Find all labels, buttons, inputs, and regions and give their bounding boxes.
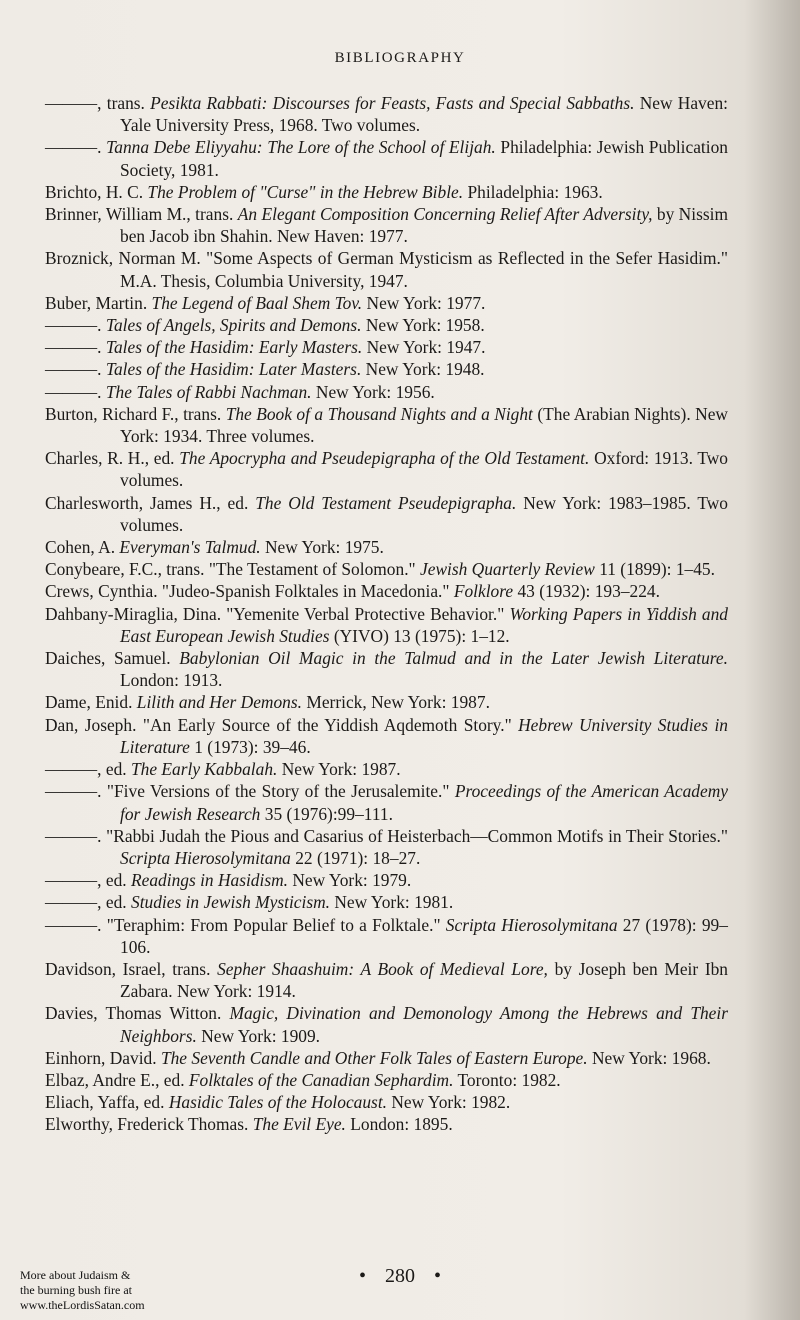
entry-title: Tales of the Hasidim: Later Masters. bbox=[105, 359, 362, 380]
entry-author: Conybeare, F.C., trans. bbox=[45, 559, 205, 580]
bibliography-entry bbox=[45, 447, 728, 491]
ornament-right: • bbox=[434, 1265, 442, 1287]
entry-details: New York: 1975. bbox=[265, 537, 384, 558]
entry-details: Merrick, New York: 1987. bbox=[306, 692, 490, 713]
entry-title: Studies in Jewish Mysticism. bbox=[131, 892, 330, 913]
bibliography-entry bbox=[45, 758, 728, 780]
entry-title: The Problem of "Curse" in the Hebrew Bible. bbox=[147, 181, 464, 202]
footer-note-link[interactable]: www.theLordisSatan.com bbox=[20, 1298, 145, 1312]
entry-details: New York: 1983–1985. Two volumes. bbox=[120, 492, 728, 535]
entry-details: "Rabbi Judah the Pious and Casarius of Heisterbach—Common Motifs in Their Stories." bbox=[106, 825, 728, 846]
entry-details: New York: 1956. bbox=[315, 381, 435, 402]
entry-author: Davies, Thomas Witton. bbox=[45, 1003, 222, 1024]
entry-details: "Some Aspects of German Mysticism as Reflected in the Sefer Hasidim." M.A. Thesis, Columbia University, 1947. bbox=[120, 248, 728, 291]
bibliography-entry bbox=[45, 891, 728, 913]
entry-journal: Hebrew University Studies in Literature bbox=[120, 714, 728, 757]
entry-author: Daiches, Samuel. bbox=[45, 648, 171, 669]
entry-details: by Joseph ben Meir Ibn Zabara. New York: 1914. bbox=[120, 958, 729, 1002]
entry-journal: Scripta Hierosolymitana bbox=[445, 914, 618, 935]
entry-details: "Yemenite Verbal Protective Behavior." bbox=[226, 603, 505, 624]
bibliography-entry bbox=[45, 958, 728, 1002]
bibliography-entry bbox=[45, 336, 728, 358]
bibliography-entry bbox=[45, 603, 728, 647]
entry-author: ———, trans. bbox=[45, 93, 145, 113]
entry-author: ———. bbox=[45, 381, 102, 402]
bibliography-entry bbox=[45, 314, 728, 336]
entry-author: Broznick, Norman M. bbox=[45, 248, 201, 269]
entry-author: Einhorn, David. bbox=[45, 1047, 157, 1068]
entry-details: New York: 1909. bbox=[201, 1025, 321, 1046]
bibliography-entry bbox=[45, 92, 728, 136]
entry-author: Buber, Martin. bbox=[45, 292, 148, 313]
entry-title: Sepher Shaashuim: A Book of Medieval Lore, bbox=[217, 958, 548, 979]
bibliography-entry bbox=[45, 358, 728, 380]
bibliography-entry bbox=[45, 714, 728, 758]
entry-citation: (YIVO) 13 (1975): 1–12. bbox=[333, 625, 510, 646]
entry-title: Magic, Divination and Demonology Among the Hebrews and Their Neighbors. bbox=[120, 1003, 729, 1046]
entry-author: Dahbany-Miraglia, Dina. bbox=[45, 603, 222, 624]
entry-details: by Nissim ben Jacob ibn Shahin. New Haven: 1977. bbox=[120, 204, 728, 247]
entry-details: New York: 1982. bbox=[391, 1092, 511, 1113]
entry-citation: 22 (1971): 18–27. bbox=[295, 847, 421, 868]
footer-note-line: the burning bush fire at bbox=[20, 1283, 132, 1297]
entry-journal: Proceedings of the American Academy for Jewish Research bbox=[120, 781, 728, 824]
entry-author: ———, ed. bbox=[45, 759, 127, 780]
ornament-left: • bbox=[358, 1265, 366, 1287]
entry-details: "Five Versions of the Story of the Jerusalemite." bbox=[106, 781, 450, 802]
entry-details: New York: 1977. bbox=[366, 292, 486, 313]
entry-title: The Seventh Candle and Other Folk Tales of Eastern Europe. bbox=[160, 1047, 588, 1068]
entry-details: London: 1913. bbox=[120, 670, 223, 691]
entry-author: Davidson, Israel, trans. bbox=[45, 958, 211, 979]
entry-title: The Evil Eye. bbox=[252, 1114, 346, 1135]
entry-title: Lilith and Her Demons. bbox=[136, 692, 302, 713]
entry-title: Everyman's Talmud. bbox=[119, 537, 261, 558]
entry-details: New York: 1958. bbox=[365, 315, 485, 336]
entry-author: Elworthy, Frederick Thomas. bbox=[45, 1114, 249, 1135]
entry-citation: 11 (1899): 1–45. bbox=[599, 559, 715, 580]
page-header: BIBLIOGRAPHY bbox=[334, 50, 466, 66]
entry-details: New Haven: Yale University Press, 1968. Two volumes. bbox=[120, 93, 728, 136]
entry-details: New York: 1987. bbox=[281, 759, 401, 780]
entry-author: ———. bbox=[45, 315, 102, 336]
entry-title: Tanna Debe Eliyyahu: The Lore of the School of Elijah. bbox=[106, 137, 496, 158]
entry-details: Philadelphia: Jewish Publication Society, 1981. bbox=[120, 137, 728, 180]
bibliography-entry bbox=[45, 136, 728, 180]
entry-author: ———. bbox=[45, 781, 102, 802]
bibliography-entry bbox=[45, 869, 728, 891]
bibliography-entry bbox=[45, 647, 728, 691]
bibliography-entry bbox=[45, 247, 728, 291]
bibliography-entry bbox=[45, 181, 728, 203]
entry-title: An Elegant Composition Concerning Relief After Adversity, bbox=[237, 204, 653, 225]
bibliography-entry bbox=[45, 292, 728, 314]
footer-note bbox=[20, 1268, 180, 1313]
entry-title: The Early Kabbalah. bbox=[131, 759, 278, 780]
entry-author: Charles, R. H., ed. bbox=[45, 448, 175, 469]
footer-note-line: More about Judaism & bbox=[20, 1268, 131, 1282]
bibliography-entry bbox=[45, 558, 728, 580]
entry-author: Elbaz, Andre E., ed. bbox=[45, 1069, 185, 1090]
entry-author: Dame, Enid. bbox=[45, 692, 133, 713]
entry-author: Burton, Richard F., trans. bbox=[45, 403, 222, 424]
entry-author: Brichto, H. C. bbox=[45, 181, 144, 202]
entry-journal: Scripta Hierosolymitana bbox=[120, 847, 291, 868]
bibliography-entry bbox=[45, 492, 728, 536]
entry-details: (The Arabian Nights). New York: 1934. Three volumes. bbox=[120, 403, 728, 447]
bibliography-entry bbox=[45, 780, 728, 824]
entry-details: Toronto: 1982. bbox=[457, 1069, 561, 1090]
entry-journal: Jewish Quarterly Review bbox=[420, 559, 595, 580]
entry-title: The Tales of Rabbi Nachman. bbox=[105, 381, 312, 402]
bibliography-list bbox=[45, 92, 728, 1136]
bibliography-entry bbox=[45, 403, 728, 447]
entry-author: Eliach, Yaffa, ed. bbox=[45, 1092, 165, 1113]
bibliography-entry bbox=[45, 914, 728, 958]
entry-author: Cohen, A. bbox=[45, 537, 116, 558]
entry-author: ———, ed. bbox=[45, 870, 127, 891]
entry-citation: 27 (1978): 99–106. bbox=[120, 914, 728, 957]
entry-details: New York: 1968. bbox=[591, 1047, 711, 1068]
bibliography-entry bbox=[45, 203, 728, 247]
entry-details: "An Early Source of the Yiddish Aqdemoth Story." bbox=[142, 714, 512, 735]
bibliography-entry bbox=[45, 1002, 728, 1046]
page-number: 280 bbox=[385, 1265, 415, 1287]
entry-citation: 43 (1932): 193–224. bbox=[517, 581, 660, 602]
entry-title: Babylonian Oil Magic in the Talmud and in the Later Jewish Literature. bbox=[179, 648, 728, 669]
entry-author: ———. bbox=[45, 825, 102, 846]
entry-title: The Old Testament Pseudepigrapha. bbox=[255, 492, 517, 513]
entry-title: Pesikta Rabbati: Discourses for Feasts, Fasts and Special Sabbaths. bbox=[150, 93, 635, 113]
bibliography-entry bbox=[45, 691, 728, 713]
entry-journal: Folklore bbox=[453, 581, 514, 602]
entry-title: Folktales of the Canadian Sephardim. bbox=[188, 1069, 454, 1090]
bibliography-entry bbox=[45, 1113, 728, 1135]
entry-journal: Working Papers in Yiddish and East European Jewish Studies bbox=[120, 603, 728, 646]
entry-details: "The Testament of Solomon." bbox=[208, 559, 416, 580]
entry-details: Oxford: 1913. Two volumes. bbox=[120, 448, 728, 491]
entry-title: The Apocrypha and Pseudepigrapha of the Old Testament. bbox=[179, 448, 590, 469]
bibliography-entry bbox=[45, 1069, 728, 1091]
bibliography-entry bbox=[45, 580, 728, 602]
entry-author: Dan, Joseph. bbox=[45, 714, 137, 735]
bibliography-entry bbox=[45, 381, 728, 403]
entry-author: ———. bbox=[45, 337, 102, 358]
entry-author: Crews, Cynthia. bbox=[45, 581, 158, 602]
entry-title: Hasidic Tales of the Holocaust. bbox=[168, 1092, 388, 1113]
entry-author: ———. bbox=[45, 914, 102, 935]
bibliography-entry bbox=[45, 1047, 728, 1069]
bibliography-entry bbox=[45, 1091, 728, 1113]
entry-details: New York: 1981. bbox=[334, 892, 454, 913]
entry-author: Brinner, William M., trans. bbox=[45, 204, 234, 225]
entry-details: New York: 1948. bbox=[365, 359, 485, 380]
entry-details: New York: 1947. bbox=[366, 337, 486, 358]
entry-author: ———. bbox=[45, 137, 102, 158]
entry-details: Philadelphia: 1963. bbox=[467, 181, 603, 202]
entry-title: Tales of the Hasidim: Early Masters. bbox=[105, 337, 363, 358]
entry-citation: 1 (1973): 39–46. bbox=[194, 736, 311, 757]
entry-title: The Legend of Baal Shem Tov. bbox=[151, 292, 363, 313]
entry-author: Charlesworth, James H., ed. bbox=[45, 492, 249, 513]
entry-author: ———. bbox=[45, 359, 102, 380]
entry-details: "Judeo-Spanish Folktales in Macedonia." bbox=[161, 581, 450, 602]
entry-details: London: 1895. bbox=[350, 1114, 453, 1135]
entry-details: "Teraphim: From Popular Belief to a Folktale." bbox=[106, 914, 441, 935]
entry-title: The Book of a Thousand Nights and a Night bbox=[225, 403, 533, 424]
entry-citation: 35 (1976):99–111. bbox=[264, 803, 393, 824]
entry-author: ———, ed. bbox=[45, 892, 127, 913]
bibliography-entry bbox=[45, 825, 728, 869]
entry-details: New York: 1979. bbox=[292, 870, 412, 891]
entry-title: Tales of Angels, Spirits and Demons. bbox=[105, 315, 362, 336]
bibliography-entry bbox=[45, 536, 728, 558]
entry-title: Readings in Hasidism. bbox=[131, 870, 288, 891]
